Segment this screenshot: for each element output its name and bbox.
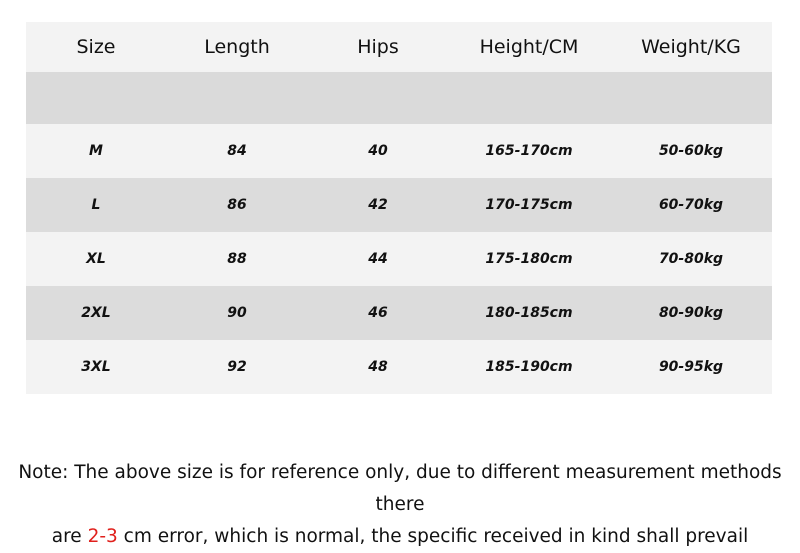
cell-hips: 40 [368, 143, 388, 159]
cell-hips: 42 [368, 197, 388, 213]
cell-height: 165-170cm [485, 143, 573, 159]
note-line-2 [0, 521, 800, 553]
cell-hips: 46 [368, 305, 388, 321]
cell-height: 185-190cm [485, 359, 573, 375]
table-row [26, 232, 772, 286]
note-line-1: Note: The above size is for reference only, due to different measurement methods there [18, 462, 782, 515]
header-hips: Hips [357, 36, 399, 58]
cell-weight: 80-90kg [658, 305, 724, 321]
header-length: Length [204, 36, 270, 58]
table-row [26, 178, 772, 232]
table-row [26, 340, 772, 394]
cell-length: 88 [227, 251, 247, 267]
cell-size: 2XL [81, 305, 111, 321]
note-line-2-end: cm error, which is normal, the specific received in kind shall prevail [117, 526, 749, 547]
table-header-row [26, 22, 772, 72]
table-spacer-band [26, 72, 772, 124]
header-size: Size [76, 36, 116, 58]
cell-weight: 70-80kg [658, 251, 724, 267]
cell-height: 175-180cm [485, 251, 573, 267]
note-line-2-start: are [51, 526, 88, 547]
cell-size: 3XL [81, 359, 111, 375]
cell-hips: 44 [368, 251, 388, 267]
header-height: Height/CM [479, 36, 579, 58]
cell-length: 90 [227, 305, 247, 321]
cell-hips: 48 [368, 359, 388, 375]
cell-length: 92 [227, 359, 247, 375]
cell-weight: 90-95kg [658, 359, 724, 375]
table-row [26, 124, 772, 178]
cell-weight: 50-60kg [658, 143, 724, 159]
cell-length: 84 [227, 143, 247, 159]
cell-height: 180-185cm [485, 305, 573, 321]
cell-height: 170-175cm [485, 197, 573, 213]
cell-length: 86 [227, 197, 247, 213]
cell-weight: 60-70kg [658, 197, 724, 213]
cell-size: XL [86, 251, 106, 267]
error-range-highlight: 2-3 [87, 526, 118, 547]
cell-size: M [89, 143, 103, 159]
header-weight: Weight/KG [641, 36, 741, 58]
table-row [26, 286, 772, 340]
size-chart-table [26, 22, 772, 394]
size-note [0, 457, 800, 553]
cell-size: L [91, 197, 101, 213]
